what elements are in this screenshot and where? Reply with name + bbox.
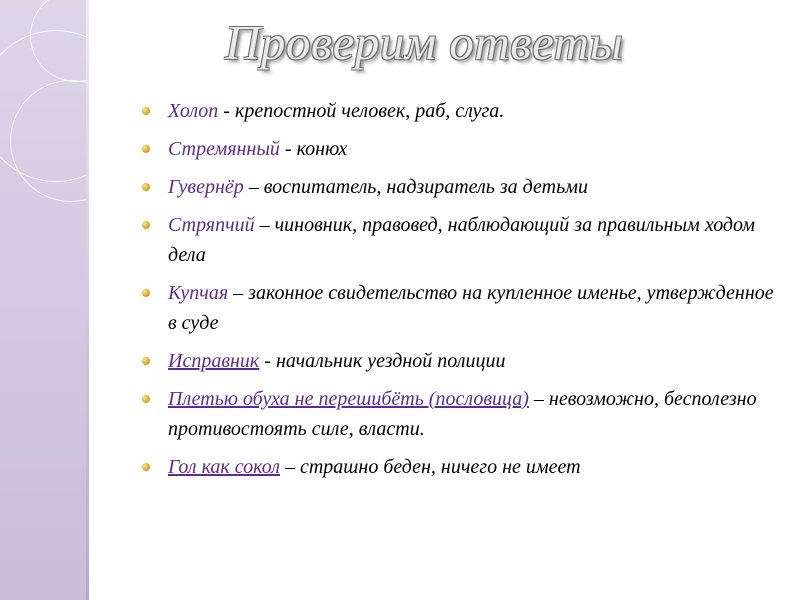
definition-guverner: – воспитатель, надзиратель за детьми xyxy=(243,176,588,198)
decorative-side-panel xyxy=(0,0,88,600)
list-item xyxy=(140,96,780,126)
definition-stryapchy: – чиновник, правовед, наблюдающий за правильным ходом дела xyxy=(168,214,756,266)
term-proverb: Плетью обуха не перешибёть (пословица) xyxy=(168,388,529,410)
list-item xyxy=(140,134,780,164)
list-item xyxy=(140,172,780,202)
list-item xyxy=(140,210,780,270)
term-kupchaya: Купчая xyxy=(168,282,229,304)
list-item xyxy=(140,452,780,482)
definition-gol-kak-sokol: – страшно беден, ничего не имеет xyxy=(279,456,581,478)
definition-proverb: – невозможно, бесполезно противостоять силе, власти. xyxy=(168,388,757,440)
definition-ispravnik: - начальник уездной полиции xyxy=(259,350,506,372)
term-holop: Холоп xyxy=(168,100,219,122)
panel-divider xyxy=(86,0,89,600)
definition-holop: - крепостной человек, раб, слуга. xyxy=(218,100,505,122)
bullet-icon xyxy=(142,145,150,153)
definition-stremyanny: - конюх xyxy=(279,138,348,160)
bullet-icon xyxy=(142,221,150,229)
term-stremyanny: Стремянный xyxy=(168,138,280,160)
slide-title: Проверим ответы xyxy=(225,15,624,70)
bullet-icon xyxy=(142,107,150,115)
bullet-icon xyxy=(142,289,150,297)
term-stryapchy: Стряпчий xyxy=(168,214,255,236)
term-guverner: Гувернёр xyxy=(168,176,244,198)
term-gol-kak-sokol: Гол как сокол xyxy=(168,456,280,478)
bullet-icon xyxy=(142,463,150,471)
list-item xyxy=(140,346,780,376)
list-item xyxy=(140,278,780,338)
bullet-icon xyxy=(142,183,150,191)
bullet-icon xyxy=(142,357,150,365)
list-item xyxy=(140,384,780,444)
bullet-icon xyxy=(142,395,150,403)
term-ispravnik: Исправник xyxy=(168,350,260,372)
definition-kupchaya: – законное свидетельство на купленное именье, утвержденное в суде xyxy=(168,282,774,334)
answers-list xyxy=(140,96,780,490)
